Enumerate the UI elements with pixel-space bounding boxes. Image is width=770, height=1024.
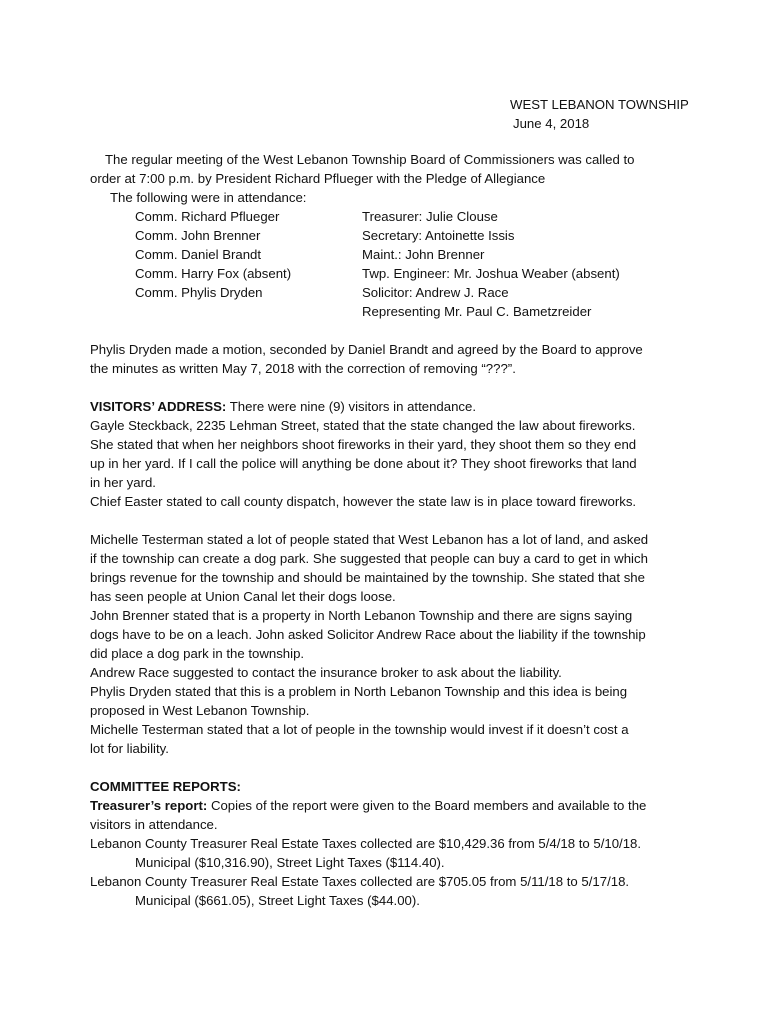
treasurer-report-line-2: visitors in attendance. <box>90 817 218 832</box>
visitor-line: Michelle Testerman stated that a lot of people in the township would invest if it doesn’t cost a <box>90 722 629 737</box>
tax-collection-2-detail: Municipal ($661.05), Street Light Taxes ($44.00). <box>135 893 420 908</box>
intro-line-1: The regular meeting of the West Lebanon Township Board of Commissioners was called to <box>105 152 635 167</box>
official: Solicitor: Andrew J. Race <box>362 285 509 300</box>
township-name: WEST LEBANON TOWNSHIP <box>510 97 689 112</box>
visitors-heading: VISITORS’ ADDRESS: <box>90 399 227 414</box>
official: Representing Mr. Paul C. Bametzreider <box>362 304 592 319</box>
document-body <box>90 150 690 910</box>
visitor-line: has seen people at Union Canal let their dogs loose. <box>90 589 396 604</box>
visitor-line: John Brenner stated that is a property in North Lebanon Township and there are signs saying <box>90 608 633 623</box>
attendance-list <box>90 207 690 321</box>
official: Treasurer: Julie Clouse <box>362 209 498 224</box>
attendance-officials <box>362 207 620 321</box>
visitor-line: if the township can create a dog park. She suggested that people can buy a card to get in which <box>90 551 648 566</box>
visitor-line: up in her yard. If I call the police will anything be done about it? They shoot fireworks that land <box>90 456 637 471</box>
visitor-line: brings revenue for the township and should be maintained by the township. She stated that she <box>90 570 645 585</box>
visitor-line: She stated that when her neighbors shoot fireworks in their yard, they shoot them so they end <box>90 437 637 452</box>
treasurer-report-label: Treasurer’s report: <box>90 798 208 813</box>
attendance-lead: The following were in attendance: <box>110 190 307 205</box>
visitor-line: Chief Easter stated to call county dispatch, however the state law is in place toward fireworks. <box>90 494 637 509</box>
visitor-line: proposed in West Lebanon Township. <box>90 703 310 718</box>
minutes-line-1: Phylis Dryden made a motion, seconded by Daniel Brandt and agreed by the Board to approve <box>90 342 643 357</box>
visitor-line: Phylis Dryden stated that this is a problem in North Lebanon Township and this idea is being <box>90 684 628 699</box>
official: Twp. Engineer: Mr. Joshua Weaber (absent) <box>362 266 620 281</box>
tax-collection-1-detail: Municipal ($10,316.90), Street Light Taxes ($114.40). <box>135 855 445 870</box>
treasurer-report-text: Copies of the report were given to the Board members and available to the <box>207 798 647 813</box>
visitor-line: Gayle Steckback, 2235 Lehman Street, stated that the state changed the law about fireworks. <box>90 418 636 433</box>
attendance-commissioners <box>135 207 291 302</box>
visitor-line: lot for liability. <box>90 741 169 756</box>
meeting-date: June 4, 2018 <box>513 116 590 131</box>
attendee: Comm. Daniel Brandt <box>135 247 262 262</box>
minutes-line-2: the minutes as written May 7, 2018 with the correction of removing “???”. <box>90 361 516 376</box>
visitor-line: Andrew Race suggested to contact the insurance broker to ask about the liability. <box>90 665 562 680</box>
treasurer-report-line <box>90 796 690 815</box>
visitors-count: There were nine (9) visitors in attendance. <box>226 399 477 414</box>
intro-line-2: order at 7:00 p.m. by President Richard Pflueger with the Pledge of Allegiance <box>90 171 546 186</box>
tax-collection-2: Lebanon County Treasurer Real Estate Taxes collected are $705.05 from 5/11/18 to 5/17/18. <box>90 874 630 889</box>
official: Secretary: Antoinette Issis <box>362 228 515 243</box>
committee-heading: COMMITTEE REPORTS: <box>90 779 241 794</box>
visitor-line: in her yard. <box>90 475 156 490</box>
tax-collection-1: Lebanon County Treasurer Real Estate Taxes collected are $10,429.36 from 5/4/18 to 5/10/18. <box>90 836 642 851</box>
attendee: Comm. Phylis Dryden <box>135 285 263 300</box>
attendee: Comm. Harry Fox (absent) <box>135 266 292 281</box>
visitor-line: dogs have to be on a leach. John asked Solicitor Andrew Race about the liability if the township <box>90 627 646 642</box>
committee-heading-line <box>90 777 690 796</box>
visitors-heading-line <box>90 397 690 416</box>
official: Maint.: John Brenner <box>362 247 485 262</box>
document-header <box>510 95 689 133</box>
attendee: Comm. Richard Pflueger <box>135 209 280 224</box>
visitor-line: did place a dog park in the township. <box>90 646 305 661</box>
visitor-line: Michelle Testerman stated a lot of people stated that West Lebanon has a lot of land, and asked <box>90 532 649 547</box>
attendee: Comm. John Brenner <box>135 228 261 243</box>
